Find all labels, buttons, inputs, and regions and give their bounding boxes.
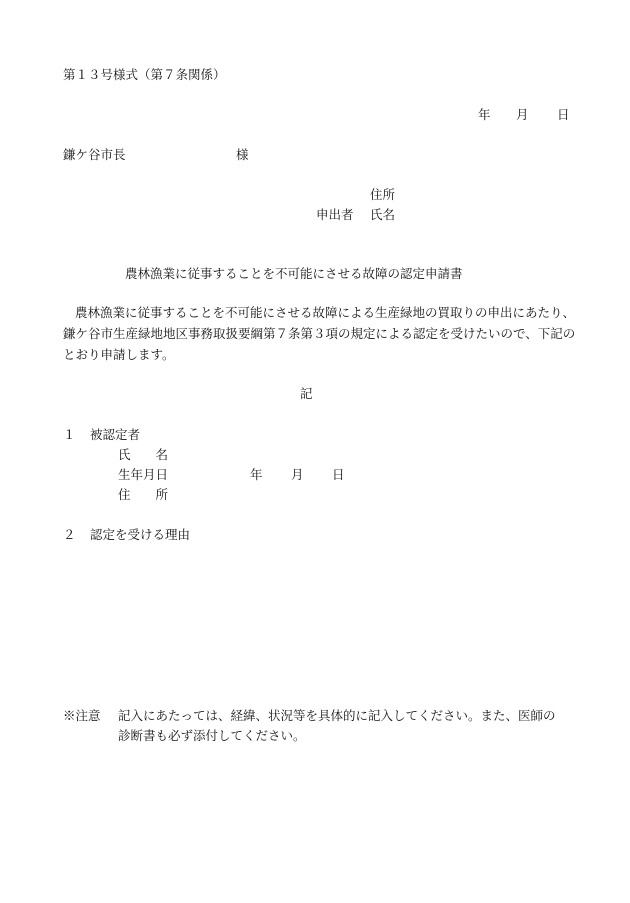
note-label: ※注意 [63,708,101,723]
form-number: 第１３号様式（第７条関係） [63,67,226,82]
item1-birth-label: 生年月日 [118,467,169,482]
addressee-name: 鎌ケ谷市長 [63,147,126,162]
body-paragraph: 農林漁業に従事することを不可能にさせる故障による生産緑地の買取りの申出にあたり、鎌ケ谷市生産緑地地区事務取扱要綱第７条第３項の規定による認定を受けたいので、下記のとおり申請します。 [63,305,576,362]
item1-birth-day: 日 [332,467,345,482]
date-day-label: 日 [557,107,570,122]
note-line1: 記入にあたっては、経緯、状況等を具体的に記入してください。また、医師の [118,708,556,723]
item1-heading: 被認定者 [90,427,141,442]
note-line2: 診断書も必ず添付してください。 [118,728,306,743]
date-month-label: 月 [516,107,529,122]
item2-number: ２ [63,527,76,542]
item1-address-label: 住 所 [118,487,169,502]
addressee-honorific: 様 [236,147,249,162]
item1-birth-year: 年 [250,467,263,482]
applicant-role-label: 申出者 [316,207,354,222]
item2-heading: 認定を受ける理由 [90,527,191,542]
applicant-name-label: 氏名 [370,207,396,222]
item1-birth-month: 月 [291,467,304,482]
item1-number: １ [63,427,76,442]
document-title: 農林漁業に従事することを不可能にさせる故障の認定申請書 [125,266,463,281]
applicant-address-label: 住所 [370,187,396,202]
ki-marker: 記 [300,386,313,401]
item1-name-label: 氏 名 [118,447,169,462]
date-year-label: 年 [478,107,491,122]
